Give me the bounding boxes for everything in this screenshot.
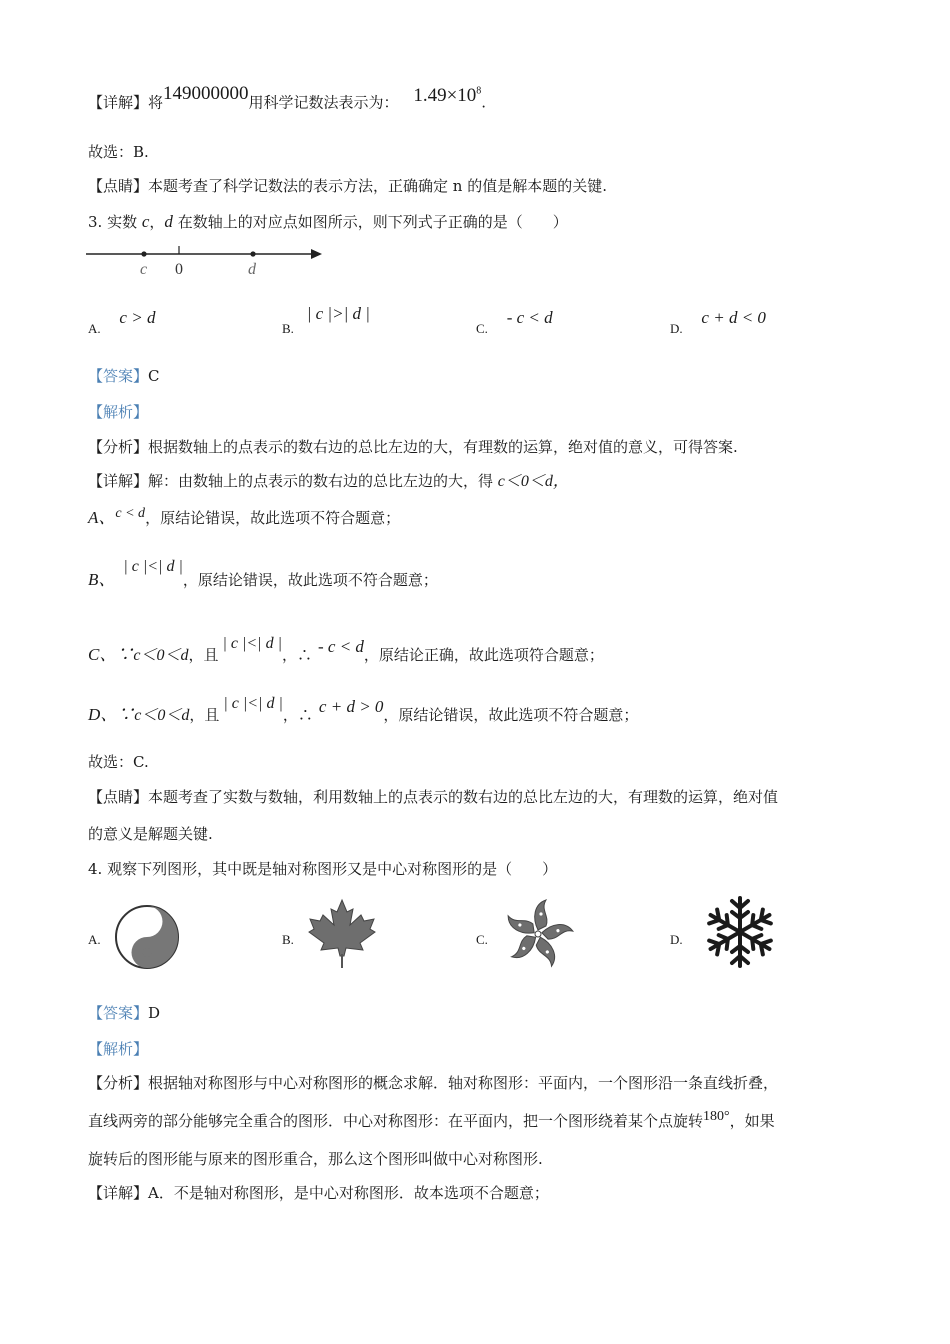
choose-b: 故选：B. xyxy=(88,143,149,161)
q3-detail-c: C、∵c＜0＜d，且| c |<| d |，∴ - c < d，原结论正确，故此选项符合题意； xyxy=(88,635,604,664)
bauhinia-icon[interactable] xyxy=(502,898,574,970)
q3-analysis: 【分析】根据数轴上的点表示的数右边的总比左边的大，有理数的运算，绝对值的意义，可得答案. xyxy=(88,438,738,456)
label-c: c xyxy=(140,261,148,278)
q3-detail: 【详解】解：由数轴上的点表示的数右边的总比左边的大，得 c＜0＜d， xyxy=(88,472,569,490)
q4-analysis-1: 【分析】根据轴对称图形与中心对称图形的概念求解．轴对称图形：平面内，一个图形沿一条直线折叠， xyxy=(88,1074,779,1092)
q3-answer: 【答案】C xyxy=(88,367,160,385)
q4-answer: 【答案】D xyxy=(88,1004,161,1022)
yin-yang-icon[interactable] xyxy=(114,904,180,970)
number-line xyxy=(86,240,326,280)
snowflake-icon[interactable] xyxy=(698,894,782,970)
note-line: 【点睛】本题考查了科学记数法的表示方法，正确确定 n 的值是解本题的关键. xyxy=(88,177,607,195)
q4-option-a-label[interactable]: A. xyxy=(88,932,101,947)
q4-stem: 4. 观察下列图形，其中既是轴对称图形又是中心对称图形的是（ ） xyxy=(88,860,558,878)
q3-stem: 3. 实数 c，d 在数轴上的对应点如图所示，则下列式子正确的是（ ） xyxy=(88,212,568,231)
point-c xyxy=(141,251,146,256)
q3-choose: 故选：C. xyxy=(88,753,149,771)
q4-option-b-label[interactable]: B. xyxy=(282,932,294,947)
q3-detail-d: D、∵c＜0＜d，且| c |<| d |，∴ c + d > 0，原结论错误，故此选项不符合题意； xyxy=(88,695,639,724)
q4-option-d-label[interactable]: D. xyxy=(670,932,683,947)
q3-note-2: 的意义是解题关键. xyxy=(88,825,213,843)
q3-note-1: 【点睛】本题考查了实数与数轴，利用数轴上的点表示的数右边的总比左边的大，有理数的运算，绝对值 xyxy=(88,788,779,806)
point-d xyxy=(250,251,255,256)
label-zero: 0 xyxy=(175,261,183,278)
q4-detail: 【详解】A．不是轴对称图形，是中心对称图形．故本选项不合题意； xyxy=(88,1184,549,1202)
q3-option-d[interactable]: D. c + d < 0 xyxy=(670,308,766,336)
q3-option-a[interactable]: A. c > d xyxy=(88,308,156,336)
q3-detail-b: B、| c |<| d |，原结论错误，故此选项不符合题意； xyxy=(88,558,438,589)
detail-line-1: 【详解】将149000000用科学记数法表示为： $1.49\times 10^8$. xyxy=(88,83,487,112)
number-value: 149000000 xyxy=(163,83,249,105)
scientific-notation: $1.49\times 10^8$ xyxy=(413,85,482,107)
label-d: d xyxy=(248,261,256,278)
q3-option-c[interactable]: C. - c < d xyxy=(476,308,553,336)
q4-analysis-tag: 【解析】 xyxy=(88,1040,149,1058)
maple-leaf-icon[interactable] xyxy=(306,898,378,970)
q4-analysis-2: 直线两旁的部分能够完全重合的图形．中心对称图形：在平面内，把一个图形绕着某个点旋转180°，如果 xyxy=(88,1109,775,1130)
q4-option-c-label[interactable]: C. xyxy=(476,932,488,947)
q4-analysis-3: 旋转后的图形能与原来的图形重合，那么这个图形叫做中心对称图形. xyxy=(88,1150,543,1168)
q3-option-b[interactable]: B. | c |>| d | xyxy=(282,304,370,336)
q3-detail-a: A、c < d，原结论错误，故此选项不符合题意； xyxy=(88,506,401,527)
q3-analysis-tag: 【解析】 xyxy=(88,403,149,421)
